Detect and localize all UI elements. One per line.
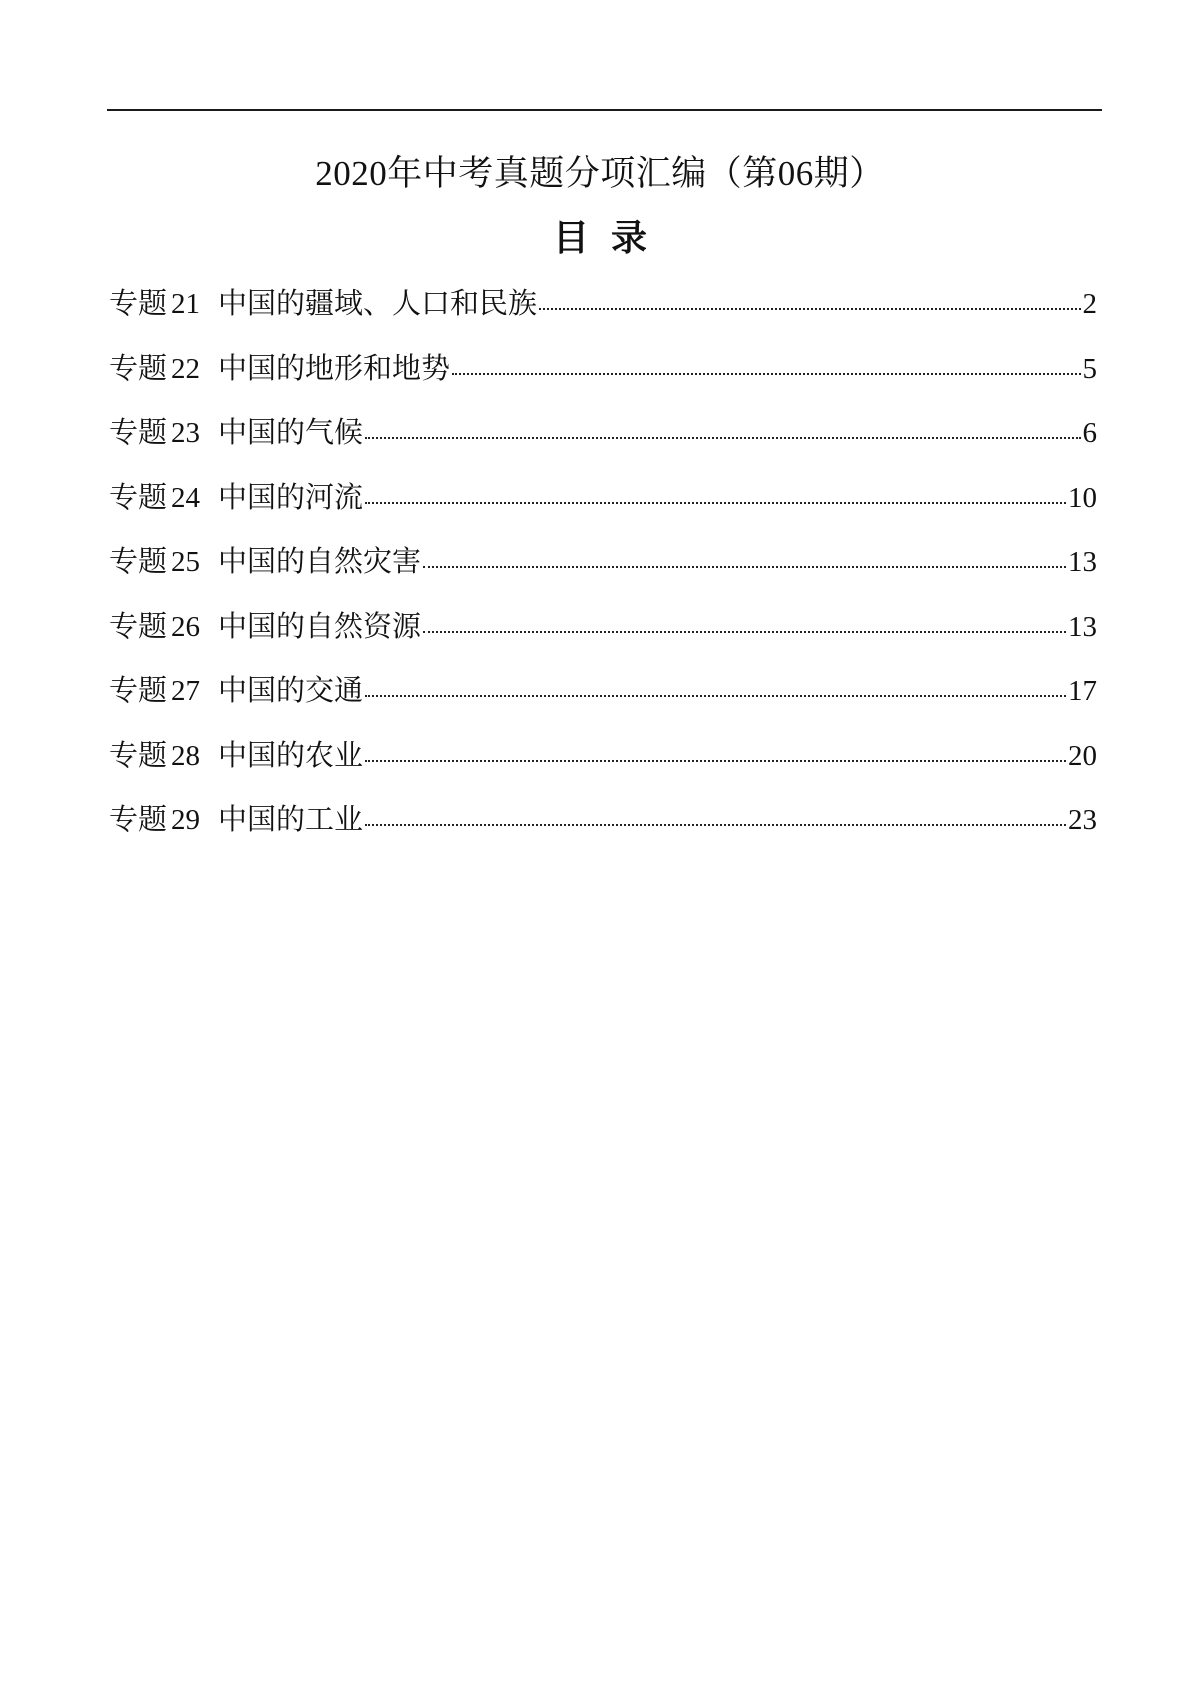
toc-entry[interactable] [109, 798, 1097, 863]
toc-page-number: 20 [1068, 739, 1097, 772]
dot-leader [365, 413, 1080, 442]
toc-page-number: 6 [1082, 417, 1097, 449]
toc-list [109, 282, 1097, 863]
toc-page-number: 17 [1068, 675, 1097, 707]
dot-leader [365, 800, 1066, 829]
toc-entry-label: 专题 24 中国的河流 [109, 481, 364, 514]
toc-entry[interactable] [109, 282, 1097, 347]
dot-leader [423, 542, 1066, 571]
toc-entry-label: 专题 22 中国的地形和地势 [109, 352, 451, 385]
toc-page-number: 2 [1082, 288, 1097, 320]
dot-leader [365, 736, 1066, 765]
toc-entry-label: 专题 23 中国的气候 [109, 417, 364, 449]
document-title: 2020年中考真题分项汇编（第06期） [315, 154, 885, 193]
toc-entry[interactable] [109, 411, 1097, 476]
dot-leader [452, 349, 1080, 378]
toc-entry[interactable] [109, 347, 1097, 412]
header-rule [107, 109, 1102, 111]
toc-entry-label: 专题 29 中国的工业 [109, 804, 364, 836]
toc-heading-char: 目 [552, 218, 589, 259]
toc-entry-label: 专题 26 中国的自然资源 [109, 610, 422, 643]
toc-page-number: 13 [1068, 546, 1097, 578]
dot-leader [365, 478, 1066, 507]
toc-page-number: 23 [1068, 804, 1097, 836]
dot-leader [365, 671, 1066, 700]
toc-heading-char: 录 [611, 218, 648, 259]
toc-entry[interactable] [109, 669, 1097, 734]
dot-leader [539, 284, 1080, 313]
toc-entry[interactable] [109, 605, 1097, 670]
toc-entry[interactable] [109, 734, 1097, 799]
dot-leader [423, 607, 1066, 636]
toc-entry-label: 专题 25 中国的自然灾害 [109, 546, 422, 578]
toc-entry-label: 专题 28 中国的农业 [109, 739, 364, 772]
toc-entry-label: 专题 27 中国的交通 [109, 675, 364, 707]
toc-page-number: 5 [1082, 352, 1097, 385]
toc-entry[interactable] [109, 476, 1097, 541]
toc-heading [0, 216, 1200, 262]
toc-entry-label: 专题 21 中国的疆域、人口和民族 [109, 288, 538, 320]
toc-entry[interactable] [109, 540, 1097, 605]
toc-page-number: 10 [1068, 481, 1097, 514]
toc-page-number: 13 [1068, 610, 1097, 643]
